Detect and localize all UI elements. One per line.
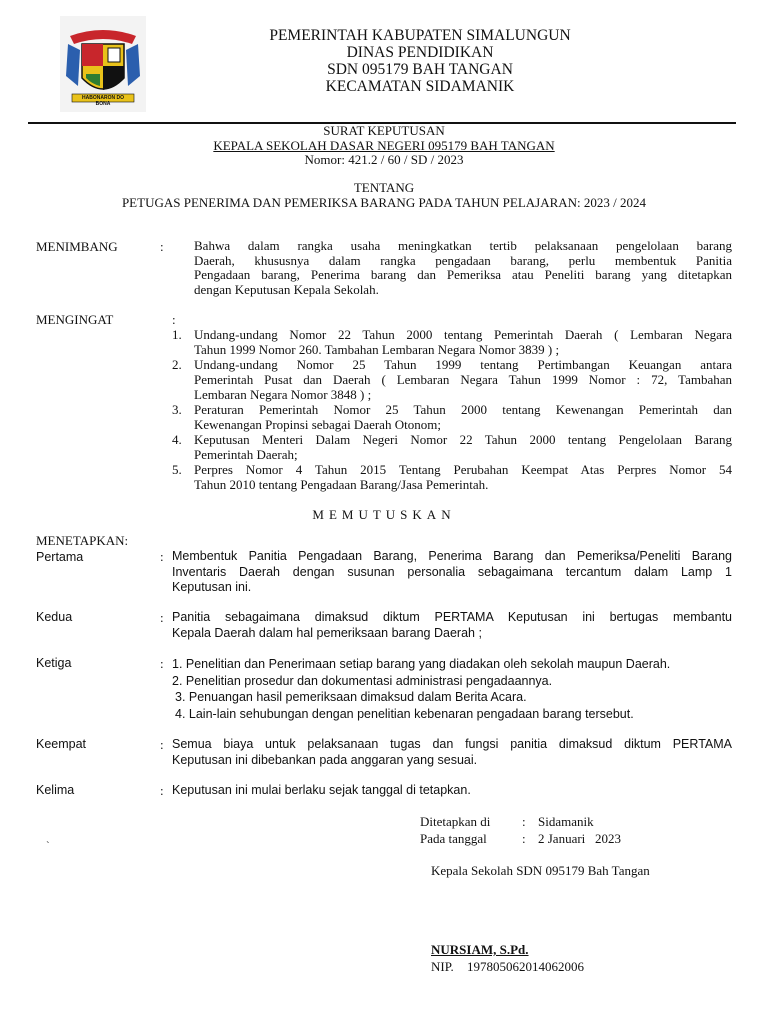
text-line: Keputusan ini dibebankan pada anggaran yang sesuai.	[172, 752, 478, 767]
menimbang-text	[194, 239, 732, 297]
signatory-name: NURSIAM, S.Pd.	[431, 942, 529, 957]
mengingat-colon: :	[172, 312, 176, 327]
kedua-colon: :	[160, 610, 164, 625]
nip-value: 197805062014062006	[467, 959, 584, 974]
ditetapkan-label: Ditetapkan di	[420, 814, 491, 829]
kelima-colon: :	[160, 783, 164, 798]
kelima-text	[172, 783, 732, 799]
decree-issuer: KEPALA SEKOLAH DASAR NEGERI 095179 BAH TANGAN	[213, 137, 555, 153]
ketiga-label: Ketiga	[36, 656, 72, 670]
mengingat-list	[172, 327, 732, 492]
decree-subject: PETUGAS PENERIMA DAN PEMERIKSA BARANG PADA TAHUN PELAJARAN: 2023 / 2024	[121, 194, 647, 210]
menetapkan-label: MENETAPKAN:	[36, 533, 129, 548]
item-number: 3.	[172, 402, 182, 417]
decree-subject-block	[28, 181, 740, 210]
letterhead-line: KECAMATAN SIDAMANIK	[325, 78, 515, 95]
text-line: Undang-undang Nomor 22 Tahun 2000 tentang Pemerintah Daerah ( Lembaran Negara	[194, 327, 732, 342]
list-item: 1. Penelitian dan Penerimaan setiap barang yang diadakan oleh sekolah maupun Daerah.	[172, 657, 671, 671]
regency-logo	[60, 16, 146, 112]
text-line: Lembaran Negara Nomor 3848 ) ;	[194, 387, 372, 402]
list-item: 2. Penelitian prosedur dan dokumentasi administrasi pengadaannya.	[172, 673, 553, 688]
text-line: Bahwa dalam rangka usaha meningkatkan tertib pelaksanaan pengelolaan barang	[194, 238, 732, 253]
text-line: Keputusan ini.	[172, 580, 252, 594]
list-item	[172, 462, 732, 492]
text-line: Pemerintah Daerah;	[194, 447, 298, 462]
letterhead-line: DINAS PENDIDIKAN	[346, 44, 494, 61]
stray-mark: `	[46, 840, 50, 852]
logo-motto: HABONARON DO BONA	[82, 95, 124, 107]
tanggal-label: Pada tanggal	[420, 831, 487, 846]
menimbang-label: MENIMBANG	[36, 239, 118, 254]
text-line: dengan Keputusan Kepala Sekolah.	[194, 281, 379, 297]
menimbang-colon: :	[160, 239, 164, 254]
tanggal-value: 2 Januari 2023	[538, 831, 622, 846]
text-line: Membentuk Panitia Pengadaan Barang, Penerima Barang dan Pemeriksa/Peneliti Barang	[172, 549, 732, 563]
kelima-label: Kelima	[36, 783, 75, 797]
kedua-label: Kedua	[36, 610, 73, 624]
list-item	[172, 327, 732, 357]
text-line: Undang-undang Nomor 25 Tahun 1999 tentang Pertimbangan Keuangan antara	[194, 357, 732, 372]
kedua-text	[172, 610, 732, 641]
list-item: 3. Penuangan hasil pemeriksaan dimaksud dalam Berita Acara.	[175, 690, 527, 704]
text-line: Kewenangan Propinsi sebagai Daerah Otonom;	[194, 417, 441, 432]
list-item	[172, 402, 732, 432]
pertama-text	[172, 549, 732, 596]
decree-heading	[28, 124, 740, 168]
letterhead	[220, 27, 620, 95]
text-line: Peraturan Pemerintah Nomor 25 Tahun 2000 tentang Kewenangan Pemerintah dan	[194, 402, 732, 417]
tentang-label: TENTANG	[353, 180, 415, 195]
keempat-text	[172, 737, 732, 768]
pertama-colon: :	[160, 549, 164, 564]
letterhead-line: SDN 095179 BAH TANGAN	[327, 61, 513, 78]
memutuskan-heading: MEMUTUSKAN	[312, 507, 456, 522]
text-line: Tahun 2010 tentang Pengadaan Barang/Jasa Pemerintah.	[194, 477, 489, 492]
text-line: Keputusan ini mulai berlaku sejak tanggal di tetapkan.	[172, 783, 471, 797]
item-number: 1.	[172, 327, 182, 342]
decree-title: SURAT KEPUTUSAN	[323, 123, 445, 138]
ditetapkan-sep: :	[522, 814, 526, 829]
ketiga-list	[172, 656, 732, 722]
list-item	[172, 357, 732, 402]
text-line: Pemerintah Pusat dan Daerah ( Lembaran Negara Tahun 1999 Nomor : 72, Tambahan	[194, 372, 732, 387]
text-line: Pengadaan barang, Penerima barang dan Pemeriksa atau Peneliti barang yang ditetapkan	[194, 267, 732, 282]
mengingat-label: MENGINGAT	[36, 312, 114, 327]
text-line: Tahun 1999 Nomor 260. Tambahan Lembaran Negara Nomor 3839 ) ;	[194, 342, 560, 357]
letterhead-line: PEMERINTAH KABUPATEN SIMALUNGUN	[269, 27, 571, 44]
signatory-position: Kepala Sekolah SDN 095179 Bah Tangan	[431, 863, 650, 878]
text-line: Semua biaya untuk pelaksanaan tugas dan fungsi panitia dimaksud diktum PERTAMA	[172, 737, 732, 751]
text-line: Panitia sebagaimana dimaksud diktum PERTAMA Keputusan ini bertugas membantu	[172, 610, 732, 624]
tanggal-sep: :	[522, 831, 526, 846]
nip-label: NIP.	[431, 959, 454, 974]
text-line: Perpres Nomor 4 Tahun 2015 Tentang Perubahan Keempat Atas Perpres Nomor 54	[194, 462, 732, 477]
text-line: Kepala Daerah dalam hal pemeriksaan barang Daerah ;	[172, 625, 482, 640]
keempat-colon: :	[160, 737, 164, 752]
item-number: 4.	[172, 432, 182, 447]
keempat-label: Keempat	[36, 737, 87, 751]
item-number: 2.	[172, 357, 182, 372]
text-line: Keputusan Menteri Dalam Negeri Nomor 22 Tahun 2000 tentang Pengelolaan Barang	[194, 432, 732, 447]
text-line: Inventaris Daerah dengan susunan personalia sebagaimana tercantum dalam Lamp 1	[172, 564, 732, 579]
list-item	[172, 432, 732, 462]
list-item: 4. Lain-lain sehubungan dengan penelitian kebenaran pengadaan barang tersebut.	[175, 706, 634, 721]
item-number: 5.	[172, 462, 182, 477]
pertama-label: Pertama	[36, 550, 84, 564]
text-line: Daerah, khususnya dalam rangka pengadaan barang, perlu membentuk Panitia	[194, 252, 732, 268]
decree-number: Nomor: 421.2 / 60 / SD / 2023	[304, 152, 464, 167]
ketiga-colon: :	[160, 656, 164, 671]
ditetapkan-value: Sidamanik	[538, 814, 594, 829]
